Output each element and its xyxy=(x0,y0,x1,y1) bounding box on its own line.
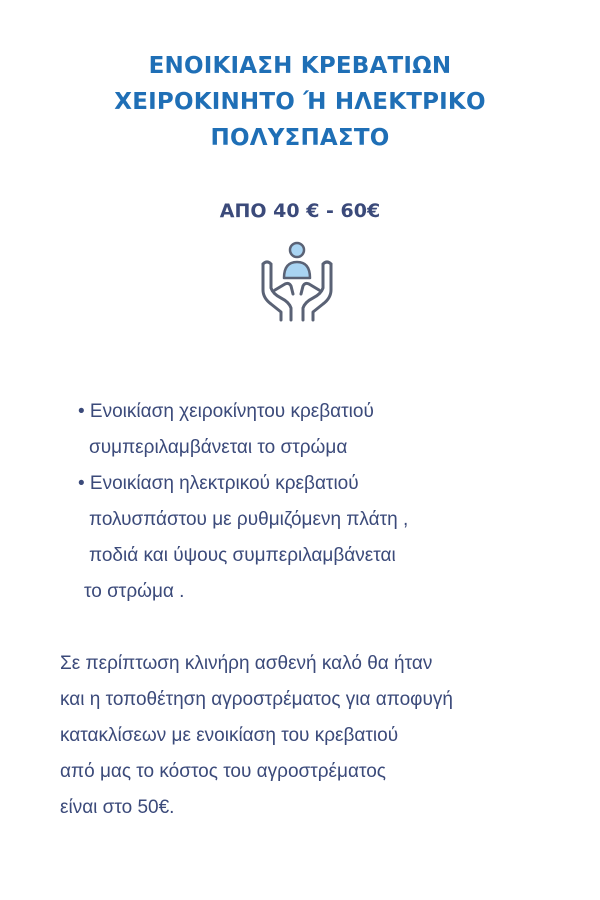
price-range: ΑΠΟ 40 € - 60€ xyxy=(219,200,381,222)
paragraph-line: Σε περίπτωση κλινήρη ασθενή καλό θα ήταν xyxy=(60,653,433,674)
hands-care-person-icon xyxy=(255,238,339,322)
paragraph-line: από μας το κόστος του αγροστρέματος xyxy=(60,761,386,782)
bullet-line: το στρώμα . xyxy=(84,581,185,602)
bullet-line: ποδιά και ύψους συμπεριλαμβάνεται xyxy=(89,545,396,566)
paragraph-line: κατακλίσεων με ενοικίαση του κρεβατιού xyxy=(60,725,399,746)
title-line-1: ΕΝΟΙΚΙΑΣΗ ΚΡΕΒΑΤΙΩΝ xyxy=(148,53,452,79)
bullet-line: • Ενοικίαση ηλεκτρικού κρεβατιού xyxy=(78,473,359,494)
bullet-line: πολυσπάστου με ρυθμιζόμενη πλάτη , xyxy=(89,509,409,530)
bullet-list xyxy=(78,394,578,610)
bullet-item-manual-bed xyxy=(78,394,578,466)
mattress-note-paragraph xyxy=(60,646,580,826)
paragraph-line: και η τοποθέτηση αγροστρέματος για αποφυγή xyxy=(60,689,453,710)
paragraph-line: είναι στο 50€. xyxy=(60,797,175,818)
bullet-line: συμπεριλαμβάνεται το στρώμα xyxy=(89,437,348,458)
bullet-item-electric-bed xyxy=(78,466,578,610)
title-line-3: ΠΟΛΥΣΠΑΣΤΟ xyxy=(210,125,390,151)
bullet-line: • Ενοικίαση χειροκίνητου κρεβατιού xyxy=(78,401,374,422)
page-title xyxy=(0,48,600,156)
title-line-2: ΧΕΙΡΟΚΙΝΗΤΟ Ή ΗΛΕΚΤΡΙΚΟ xyxy=(114,89,486,115)
